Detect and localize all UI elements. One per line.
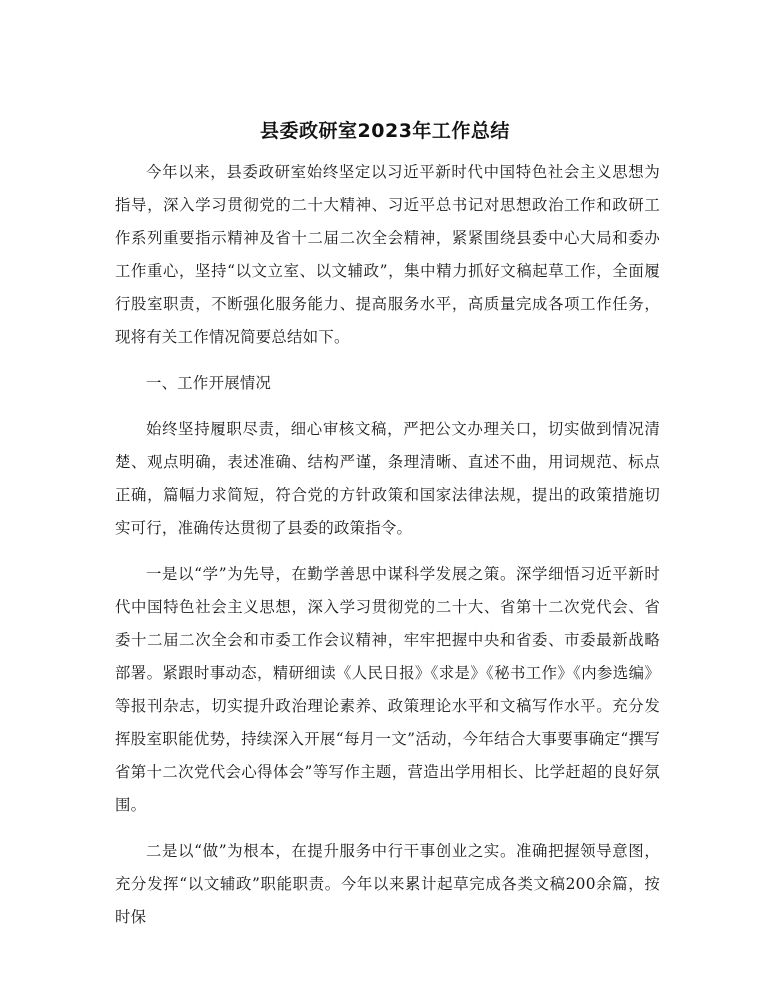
section-paragraph: 始终坚持履职尽责，细心审核文稿，严把公文办理关口，切实做到情况清楚、观点明确，表述准确、结构严谨，条理清晰、直述不曲，用词规范、标点正确，篇幅力求简短，符合党的方针政策和国家法律法规，提出的政策措施切实可行，准确传达贯彻了县委的政策指令。 <box>115 420 660 537</box>
document-body <box>115 156 660 947</box>
point-two-paragraph: 二是以“做”为根本，在提升服务中行干事创业之实。准确把握领导意图，充分发挥“以文辅政”职能职责。今年以来累计起草完成各类文稿200余篇，按时保 <box>115 842 660 926</box>
intro-paragraph: 今年以来，县委政研室始终坚定以习近平新时代中国特色社会主义思想为指导，深入学习贯彻党的二十大精神、习近平总书记对思想政治工作和政研工作系列重要指示精神及省十二届二次全会精神，紧紧围绕县委中心大局和委办工作重心，坚持“以文立室、以文辅政”，集中精力抓好文稿起草工作，全面履行股室职责，不断强化服务能力、提高服务水平，高质量完成各项工作任务，现将有关工作情况简要总结如下。 <box>115 163 660 346</box>
section-heading: 一、工作开展情况 <box>146 374 272 392</box>
point-one-paragraph: 一是以“学”为先导，在勤学善思中谋科学发展之策。深学细悟习近平新时代中国特色社会主义思想，深入学习贯彻党的二十大、省第十二次党代会、省委十二届二次全会和市委工作会议精神，牢牢把握中央和省委、市委最新战略部署。紧跟时事动态，精研细读《人民日报》《求是》《秘书工作》《内参选编》等报刊杂志，切实提升政治理论素养、政策理论水平和文稿写作水平。充分发挥股室职能优势，持续深入开展“每月一文”活动，今年结合大事要事确定“撰写省第十二次党代会心得体会”等写作主题，营造出学用相长、比学赶超的良好氛围。 <box>115 565 660 814</box>
document-title: 县委政研室2023年工作总结 <box>260 120 510 142</box>
